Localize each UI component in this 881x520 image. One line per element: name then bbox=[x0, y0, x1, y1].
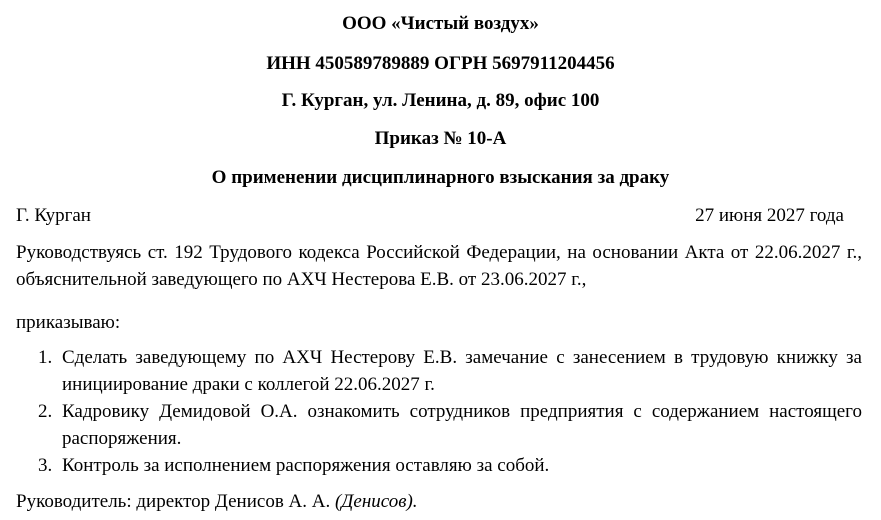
list-item-text: Контроль за исполнением распоряжения оставляю за собой. bbox=[62, 455, 550, 476]
order-title: Приказ № 10-А bbox=[374, 128, 507, 149]
intro-paragraph: Руководствуясь ст. 192 Трудового кодекса Российской Федерации, на основании Акта от 22.06.2027 г., объяснительной заведующего по АХЧ Нестерова Е.В. от 23.06.2027 г., bbox=[16, 242, 862, 290]
list-item bbox=[38, 344, 862, 398]
list-item bbox=[38, 398, 862, 452]
list-item-text: Кадровику Демидовой О.А. ознакомить сотрудников предприятия с содержанием настоящего распоряжения. bbox=[62, 401, 862, 449]
list-item-text: Сделать заведующему по АХЧ Нестерову Е.В. замечание с занесением в трудовую книжку за инициирование драки с коллегой 22.06.2027 г. bbox=[62, 347, 862, 395]
order-subject: О применении дисциплинарного взыскания за драку bbox=[211, 167, 670, 188]
company-name: ООО «Чистый воздух» bbox=[342, 13, 539, 34]
signature-name: (Денисов). bbox=[334, 491, 418, 512]
company-address: Г. Курган, ул. Ленина, д. 89, офис 100 bbox=[281, 90, 600, 111]
list-item-number: 2. bbox=[38, 401, 53, 422]
document-place: Г. Курган bbox=[16, 205, 91, 226]
signature-line bbox=[16, 490, 418, 514]
order-items-list bbox=[38, 344, 862, 479]
registration-numbers: ИНН 450589789889 ОГРН 5697911204456 bbox=[266, 53, 615, 74]
document-date: 27 июня 2027 года bbox=[695, 205, 844, 226]
list-item-number: 3. bbox=[38, 455, 53, 476]
list-item bbox=[38, 452, 862, 479]
order-word: приказываю: bbox=[16, 312, 121, 333]
signature-label: Руководитель: директор Денисов А. А. bbox=[16, 491, 331, 512]
list-item-number: 1. bbox=[38, 347, 53, 368]
place-date-row bbox=[16, 204, 844, 228]
